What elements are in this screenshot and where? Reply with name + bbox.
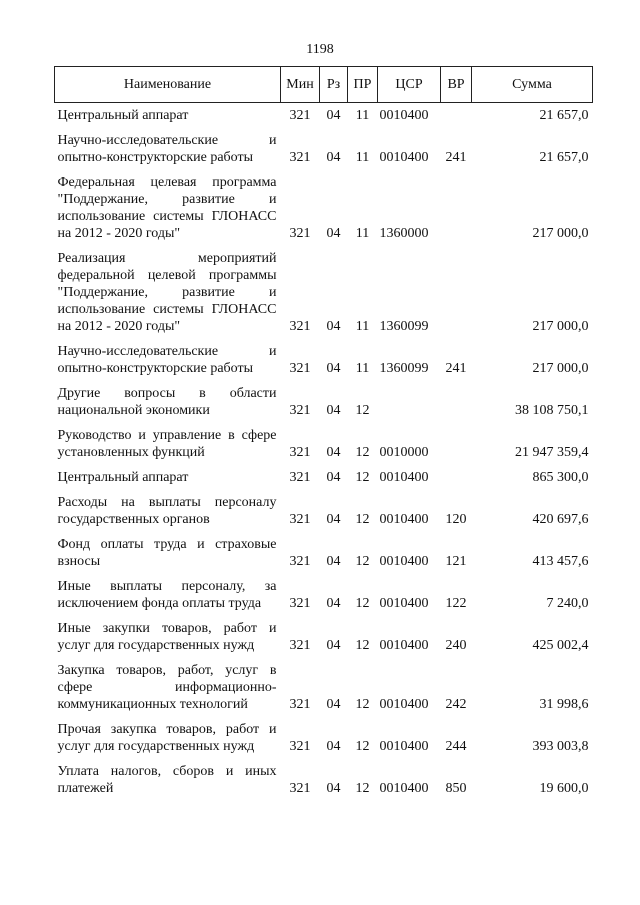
table-row: [55, 574, 593, 616]
table-body: [55, 103, 593, 802]
cell-sum: 7 240,0: [546, 596, 589, 611]
cell-pr: 12: [355, 638, 370, 653]
cell-vr: 241: [445, 150, 467, 165]
table-header: [55, 67, 593, 103]
cell-name: Центральный аппарат: [57, 108, 189, 123]
cell-sum: 420 697,6: [532, 512, 589, 527]
cell-name: Научно-исследовательские и опытно-конструкторские работы: [57, 133, 277, 165]
cell-min: 321: [289, 638, 311, 653]
cell-name: Иные закупки товаров, работ и услуг для государственных нужд: [57, 621, 277, 653]
cell-min: 321: [289, 108, 311, 123]
cell-name: Другие вопросы в области национальной экономики: [57, 386, 277, 418]
cell-sum: 31 998,6: [539, 697, 589, 712]
cell-min: 321: [289, 554, 311, 569]
cell-vr: [441, 381, 472, 423]
cell-name: Центральный аппарат: [57, 470, 189, 485]
cell-sum: 217 000,0: [532, 319, 589, 334]
cell-csr: 0010400: [379, 781, 429, 796]
cell-name: Расходы на выплаты персоналу государственных органов: [57, 495, 277, 527]
cell-pr: 12: [355, 739, 370, 754]
cell-min: 321: [289, 596, 311, 611]
cell-pr: 12: [355, 445, 370, 460]
table-row: [55, 532, 593, 574]
cell-csr: 0010400: [379, 554, 429, 569]
cell-name: Закупка товаров, работ, услуг в сфере информационно-коммуникационных технологий: [57, 663, 277, 712]
header-vr: ВР: [441, 67, 472, 103]
cell-csr: 0010400: [379, 108, 429, 123]
cell-min: 321: [289, 697, 311, 712]
table-row: [55, 381, 593, 423]
cell-name: Реализация мероприятий федеральной целевой программы "Поддержание, развитие и использование системы ГЛОНАСС на 2012 - 2020 годы": [57, 251, 277, 334]
cell-name: Фонд оплаты труда и страховые взносы: [57, 537, 277, 569]
cell-name: Прочая закупка товаров, работ и услуг для государственных нужд: [57, 722, 277, 754]
cell-rz: 04: [326, 108, 341, 123]
cell-csr: 0010000: [379, 445, 429, 460]
table-row: [55, 246, 593, 339]
cell-min: 321: [289, 512, 311, 527]
cell-min: 321: [289, 319, 311, 334]
cell-sum: 393 003,8: [532, 739, 589, 754]
cell-csr: 0010400: [379, 697, 429, 712]
cell-sum: 865 300,0: [532, 470, 589, 485]
table-row: [55, 759, 593, 801]
cell-sum: 425 002,4: [532, 638, 589, 653]
header-min: Мин: [281, 67, 320, 103]
cell-vr: 241: [445, 361, 467, 376]
cell-csr: 1360000: [379, 226, 429, 241]
header-rz: Рз: [320, 67, 348, 103]
page-number: 1198: [306, 42, 334, 57]
header-sum: Сумма: [472, 67, 593, 103]
cell-sum: 38 108 750,1: [515, 403, 589, 418]
cell-pr: 11: [355, 108, 370, 123]
cell-csr: 1360099: [379, 319, 429, 334]
table-row: [55, 103, 593, 129]
cell-csr: 0010400: [379, 638, 429, 653]
cell-csr: 0010400: [379, 150, 429, 165]
cell-min: 321: [289, 403, 311, 418]
cell-pr: 12: [355, 403, 370, 418]
table-row: [55, 465, 593, 490]
cell-csr: 0010400: [379, 470, 429, 485]
cell-vr: [441, 103, 472, 129]
cell-sum: 19 600,0: [539, 781, 589, 796]
cell-csr: 1360099: [379, 361, 429, 376]
cell-rz: 04: [326, 319, 341, 334]
cell-rz: 04: [326, 781, 341, 796]
cell-rz: 04: [326, 470, 341, 485]
cell-sum: 217 000,0: [532, 361, 589, 376]
cell-rz: 04: [326, 512, 341, 527]
table-row: [55, 128, 593, 170]
cell-min: 321: [289, 739, 311, 754]
cell-rz: 04: [326, 226, 341, 241]
cell-rz: 04: [326, 638, 341, 653]
cell-sum: 413 457,6: [532, 554, 589, 569]
cell-sum: 21 657,0: [539, 108, 589, 123]
header-csr: ЦСР: [378, 67, 441, 103]
cell-min: 321: [289, 781, 311, 796]
cell-pr: 11: [355, 226, 370, 241]
cell-min: 321: [289, 226, 311, 241]
cell-csr: 0010400: [379, 596, 429, 611]
cell-min: 321: [289, 150, 311, 165]
table-row: [55, 490, 593, 532]
cell-pr: 12: [355, 554, 370, 569]
cell-pr: 11: [355, 361, 370, 376]
cell-vr: 122: [445, 596, 467, 611]
cell-vr: 850: [445, 781, 467, 796]
cell-vr: 244: [445, 739, 467, 754]
cell-rz: 04: [326, 554, 341, 569]
cell-vr: 242: [445, 697, 467, 712]
table-row: [55, 339, 593, 381]
cell-rz: 04: [326, 596, 341, 611]
cell-name: Иные выплаты персоналу, за исключением фонда оплаты труда: [57, 579, 277, 611]
header-name: Наименование: [55, 67, 281, 103]
cell-sum: 21 947 359,4: [515, 445, 589, 460]
cell-vr: [441, 170, 472, 246]
budget-table: [54, 66, 593, 801]
cell-vr: 121: [445, 554, 467, 569]
cell-csr: 0010400: [379, 739, 429, 754]
cell-name: Уплата налогов, сборов и иных платежей: [57, 764, 277, 796]
table-row: [55, 658, 593, 717]
cell-pr: 12: [355, 596, 370, 611]
table-row: [55, 717, 593, 759]
cell-rz: 04: [326, 403, 341, 418]
cell-name: Руководство и управление в сфере установленных функций: [57, 428, 277, 460]
cell-pr: 12: [355, 512, 370, 527]
cell-csr: 0010400: [379, 512, 429, 527]
cell-sum: 217 000,0: [532, 226, 589, 241]
table-row: [55, 616, 593, 658]
cell-pr: 11: [355, 150, 370, 165]
cell-name: Федеральная целевая программа "Поддержание, развитие и использование системы ГЛОНАСС на 2012 - 2020 годы": [57, 175, 277, 241]
cell-min: 321: [289, 361, 311, 376]
cell-vr: 240: [445, 638, 467, 653]
cell-csr: [378, 381, 441, 423]
cell-vr: 120: [445, 512, 467, 527]
cell-rz: 04: [326, 739, 341, 754]
cell-rz: 04: [326, 150, 341, 165]
cell-rz: 04: [326, 697, 341, 712]
cell-sum: 21 657,0: [539, 150, 589, 165]
cell-pr: 11: [355, 319, 370, 334]
cell-min: 321: [289, 470, 311, 485]
cell-min: 321: [289, 445, 311, 460]
cell-pr: 12: [355, 697, 370, 712]
table-row: [55, 170, 593, 246]
cell-rz: 04: [326, 361, 341, 376]
cell-pr: 12: [355, 470, 370, 485]
header-pr: ПР: [348, 67, 378, 103]
table-row: [55, 423, 593, 465]
cell-pr: 12: [355, 781, 370, 796]
cell-rz: 04: [326, 445, 341, 460]
cell-vr: [441, 246, 472, 339]
cell-name: Научно-исследовательские и опытно-конструкторские работы: [57, 344, 277, 376]
cell-vr: [441, 465, 472, 490]
cell-vr: [441, 423, 472, 465]
